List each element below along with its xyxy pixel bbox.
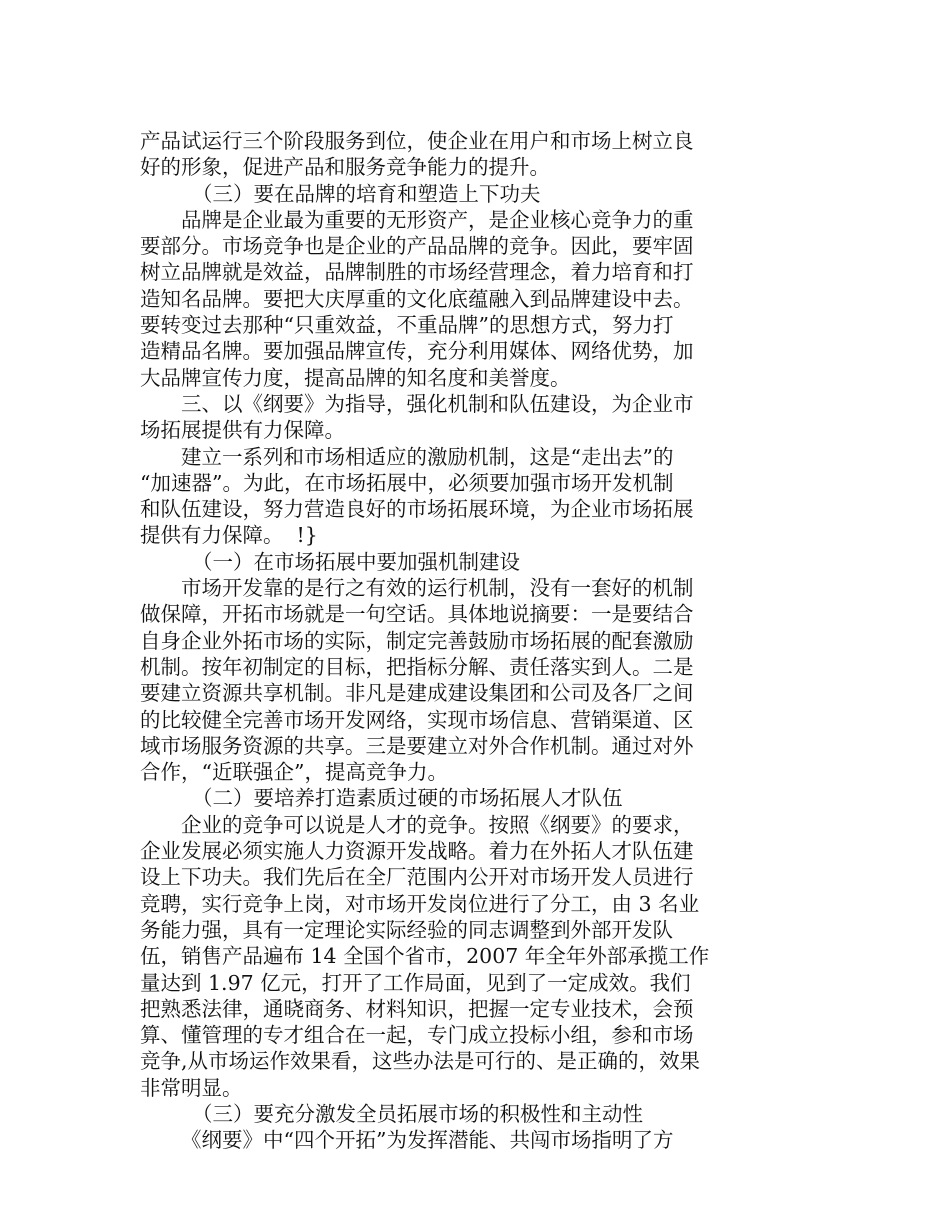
paragraph-first-line: 品牌是企业最为重要的无形资产，是企业核心竞争力的重 — [181, 207, 694, 232]
text-line: 要部分。市场竞争也是企业的产品品牌的竞争。因此，要牢固 — [140, 234, 694, 259]
paragraph-first-line: 建立一系列和市场相适应的激励机制，这是“走出去”的 — [181, 444, 674, 469]
text-line: 树立品牌就是效益，品牌制胜的市场经营理念，着力培育和打 — [140, 260, 694, 285]
text-line: 自身企业外拓市场的实际，制定完善鼓励市场拓展的配套激励 — [140, 628, 694, 653]
main-heading: 三、以《纲要》为指导，强化机制和队伍建设，为企业市 — [181, 391, 694, 416]
text-line: 企业发展必须实施人力资源开发战略。着力在外拓人才队伍建 — [140, 839, 694, 864]
text-line: 竞争,从市场运作效果看，这些办法是可行的、是正确的，效果 — [140, 1049, 701, 1074]
text-line: 量达到 1.97 亿元，打开了工作局面，见到了一定成效。我们 — [140, 970, 691, 995]
text-line: 造精品名牌。要加强品牌宣传，充分利用媒体、网络优势，加 — [140, 339, 694, 364]
section-heading: （三）要在品牌的培育和塑造上下功夫 — [192, 181, 541, 206]
text-line: 设上下功夫。我们先后在全厂范围内公开对市场开发人员进行 — [140, 865, 694, 890]
text-line: “加速器”。为此，在市场拓展中，必须要加强市场开发机制 — [140, 470, 674, 495]
text-line: 把熟悉法律，通晓商务、材料知识，把握一定专业技术，会预 — [140, 996, 694, 1021]
text-line: 产品试运行三个阶段服务到位，使企业在用户和市场上树立良 — [140, 129, 694, 153]
section-heading: （二）要培养打造素质过硬的市场拓展人才队伍 — [192, 786, 623, 811]
paragraph-first-line: 市场开发靠的是行之有效的运行机制，没有一套好的机制 — [181, 576, 694, 601]
text-line: 域市场服务资源的共享。三是要建立对外合作机制。通过对外 — [140, 733, 694, 758]
text-line: 的比较健全完善市场开发网络，实现市场信息、营销渠道、区 — [140, 707, 694, 732]
text-line: 竞聘，实行竞争上岗，对市场开发岗位进行了分工，由 3 名业 — [140, 891, 700, 916]
text-line: 要建立资源共享机制。非凡是建成建设集团和公司及各厂之间 — [140, 681, 694, 706]
text-line: 非常明显。 — [140, 1075, 243, 1100]
text-line: 机制。按年初制定的目标，把指标分解、责任落实到人。二是 — [140, 654, 694, 679]
text-line: 提供有力保障。 !} — [140, 523, 318, 548]
text-line: 场拓展提供有力保障。 — [140, 418, 345, 443]
text-line: 造知名品牌。要把大庆厚重的文化底蕴融入到品牌建设中去。 — [140, 286, 694, 311]
text-line: 合作，“近联强企”，提高竞争力。 — [140, 760, 448, 785]
text-line: 务能力强，具有一定理论实际经验的同志调整到外部开发队 — [140, 917, 673, 942]
paragraph-first-line: 《纲要》中“四个开拓”为发挥潜能、共闯市场指明了方 — [181, 1128, 674, 1153]
section-heading: （一）在市场拓展中要加强机制建设 — [192, 549, 520, 574]
text-line: 做保障，开拓市场就是一句空话。具体地说摘要：一是要结合 — [140, 602, 694, 627]
text-line: 伍，销售产品遍布 14 全国个省市，2007 年全年外部承揽工作 — [140, 944, 710, 969]
paragraph-first-line: 企业的竞争可以说是人才的竞争。按照《纲要》的要求， — [181, 812, 694, 837]
document-body — [140, 128, 750, 1154]
text-line: 大品牌宣传力度，提高品牌的知名度和美誉度。 — [140, 365, 571, 390]
section-heading: （三）要充分激发全员拓展市场的积极性和主动性 — [192, 1101, 643, 1126]
text-line: 要转变过去那种“只重效益，不重品牌”的思想方式，努力打 — [140, 313, 674, 338]
text-line: 和队伍建设，努力营造良好的市场拓展环境，为企业市场拓展 — [140, 497, 694, 522]
text-line: 算、懂管理的专才组合在一起，专门成立投标小组，参和市场 — [140, 1023, 694, 1048]
text-line: 好的形象，促进产品和服务竞争能力的提升。 — [140, 155, 550, 180]
